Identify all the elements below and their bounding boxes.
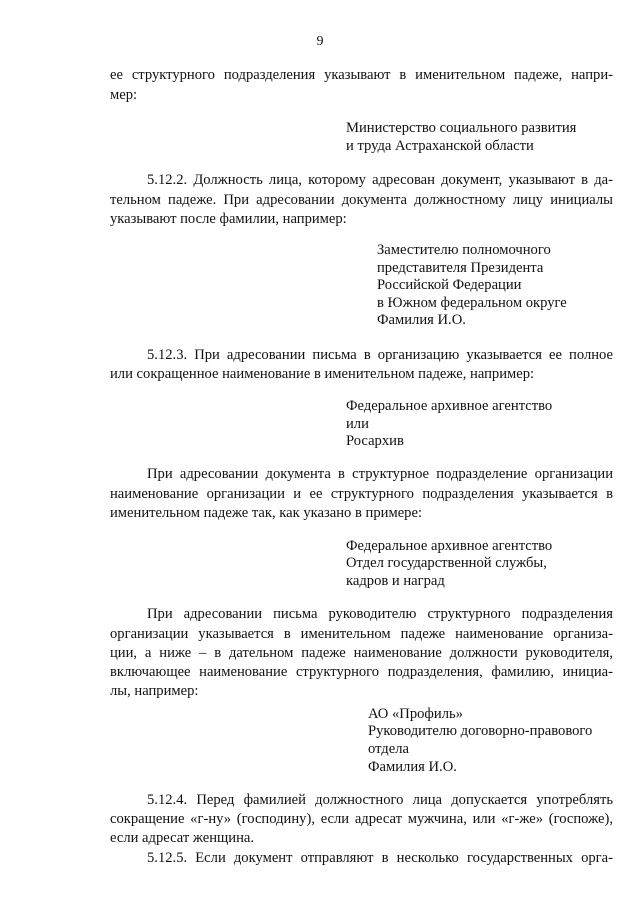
address-line: Росархив: [346, 433, 404, 449]
address-line: Заместителю полномочного: [377, 242, 551, 258]
text-line: если адресат женщина.: [110, 830, 255, 846]
address-line: и труда Астраханской области: [346, 138, 534, 154]
address-line: Федеральное архивное агентство: [346, 538, 553, 554]
address-line: АО «Профиль»: [368, 706, 463, 722]
address-line: кадров и наград: [346, 573, 445, 589]
address-line: Фамилия И.О.: [368, 759, 457, 775]
text-line: указывают после фамилии, например:: [110, 211, 347, 227]
text-line: тельном падеже. При адресовании документа должностному лицу инициалы: [110, 192, 613, 208]
address-line: отдела: [368, 741, 409, 757]
address-line: Министерство социального развития: [346, 120, 577, 136]
address-line: Российской Федерации: [377, 277, 522, 293]
address-line: Фамилия И.О.: [377, 312, 466, 328]
text-line: мер:: [110, 87, 138, 103]
text-line: ции, а ниже – в дательном падеже наименование должности руководителя,: [110, 645, 613, 661]
text-line: именительном падеже так, как указано в примере:: [110, 505, 422, 521]
text-line: сокращение «г-ну» (господину), если адресат мужчина, или «г-же» (госпоже),: [110, 811, 613, 827]
text-line: или сокращенное наименование в именительном падеже, например:: [110, 366, 535, 382]
address-line: Отдел государственной службы,: [346, 555, 547, 571]
page-number: 9: [316, 34, 324, 49]
address-line: в Южном федеральном округе: [377, 295, 567, 311]
address-line: Руководителю договорно-правового: [368, 723, 593, 739]
address-line: Федеральное архивное агентство: [346, 398, 553, 414]
text-line: организации указывается в именительном падеже наименование организа-: [110, 626, 613, 642]
text-line: включающее наименование структурного подразделения, фамилию, инициа-: [110, 664, 613, 680]
text-line: ее структурного подразделения указывают в именительном падеже, напри-: [110, 67, 613, 83]
text-line: наименование организации и ее структурного подразделения указывается в: [110, 486, 613, 502]
text-line: 5.12.3. При адресовании письма в организацию указывается ее полное: [147, 347, 613, 363]
address-line: или: [346, 416, 369, 432]
text-line: 5.12.4. Перед фамилией должностного лица допускается употреблять: [147, 792, 613, 808]
text-line: При адресовании документа в структурное подразделение организации: [147, 466, 613, 482]
text-line: При адресовании письма руководителю структурного подразделения: [147, 606, 613, 622]
text-line: 5.12.5. Если документ отправляют в несколько государственных орга-: [147, 850, 613, 866]
text-line: лы, например:: [110, 683, 199, 699]
address-line: представителя Президента: [377, 260, 544, 276]
text-line: 5.12.2. Должность лица, которому адресован документ, указывают в да-: [147, 172, 613, 188]
